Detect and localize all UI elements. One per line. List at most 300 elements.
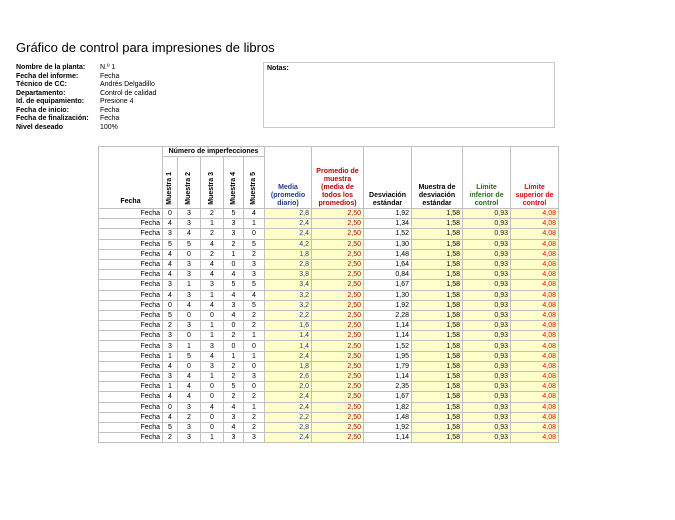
cell-sample-2[interactable]: 3 [178, 219, 201, 229]
cell-limite-inferior[interactable]: 0,93 [463, 382, 511, 392]
cell-muestra-desviacion[interactable]: 1,58 [412, 270, 463, 280]
table-row [99, 219, 559, 229]
cell-sample-5[interactable]: 0 [244, 361, 265, 371]
cell-limite-superior[interactable]: 4,08 [511, 270, 559, 280]
cell-limite-superior[interactable]: 4,08 [511, 433, 559, 443]
cell-muestra-desviacion[interactable]: 1,58 [412, 229, 463, 239]
cell-media[interactable]: 4,2 [265, 239, 312, 249]
cell-fecha[interactable]: Fecha [99, 433, 163, 443]
cell-sample-3[interactable]: 1 [201, 433, 224, 443]
cell-promedio[interactable]: 2,50 [312, 361, 364, 371]
cell-promedio[interactable]: 2,50 [312, 259, 364, 269]
cell-sample-5[interactable]: 2 [244, 392, 265, 402]
cell-fecha[interactable]: Fecha [99, 412, 163, 422]
cell-desviacion[interactable]: 1,48 [364, 412, 412, 422]
cell-promedio[interactable]: 2,50 [312, 341, 364, 351]
cell-limite-superior[interactable]: 4,08 [511, 412, 559, 422]
cell-sample-5[interactable]: 1 [244, 402, 265, 412]
cell-media[interactable]: 1,4 [265, 341, 312, 351]
cell-media[interactable]: 1,8 [265, 361, 312, 371]
header-desviacion: Desviación estándar [364, 147, 412, 209]
cell-media[interactable]: 2,0 [265, 382, 312, 392]
cell-desviacion[interactable]: 1,14 [364, 331, 412, 341]
info-value[interactable]: 100% [100, 123, 118, 131]
cell-muestra-desviacion[interactable]: 1,58 [412, 412, 463, 422]
cell-sample-3[interactable]: 0 [201, 412, 224, 422]
cell-sample-3[interactable]: 4 [201, 259, 224, 269]
cell-sample-3[interactable]: 0 [201, 422, 224, 432]
cell-muestra-desviacion[interactable]: 1,58 [412, 392, 463, 402]
table-row [99, 372, 559, 382]
cell-sample-3[interactable]: 1 [201, 219, 224, 229]
cell-sample-4[interactable]: 5 [224, 382, 244, 392]
cell-limite-inferior[interactable]: 0,93 [463, 310, 511, 320]
cell-muestra-desviacion[interactable]: 1,58 [412, 209, 463, 219]
cell-promedio[interactable]: 2,50 [312, 351, 364, 361]
page-title: Gráfico de control para impresiones de libros [16, 40, 275, 55]
cell-sample-3[interactable]: 1 [201, 321, 224, 331]
cell-sample-3[interactable]: 3 [201, 341, 224, 351]
cell-desviacion[interactable]: 1,34 [364, 219, 412, 229]
table-row [99, 290, 559, 300]
cell-sample-4[interactable]: 4 [224, 422, 244, 432]
cell-sample-5[interactable]: 2 [244, 412, 265, 422]
info-value[interactable]: Fecha [100, 115, 120, 122]
cell-muestra-desviacion[interactable]: 1,58 [412, 310, 463, 320]
cell-media[interactable]: 2,4 [265, 433, 312, 443]
cell-sample-2[interactable]: 4 [178, 392, 201, 402]
cell-sample-5[interactable]: 4 [244, 209, 265, 219]
cell-desviacion[interactable]: 2,28 [364, 310, 412, 320]
cell-sample-1[interactable]: 3 [163, 229, 178, 239]
cell-desviacion[interactable]: 1,14 [364, 433, 412, 443]
cell-sample-2[interactable]: 3 [178, 422, 201, 432]
cell-sample-2[interactable]: 3 [178, 433, 201, 443]
cell-desviacion[interactable]: 1,92 [364, 300, 412, 310]
cell-media[interactable]: 3,4 [265, 280, 312, 290]
cell-sample-4[interactable]: 2 [224, 361, 244, 371]
cell-sample-5[interactable]: 2 [244, 310, 265, 320]
report-info [16, 64, 156, 132]
cell-media[interactable]: 2,2 [265, 310, 312, 320]
cell-limite-inferior[interactable]: 0,93 [463, 372, 511, 382]
cell-sample-1[interactable]: 5 [163, 239, 178, 249]
cell-muestra-desviacion[interactable]: 1,58 [412, 290, 463, 300]
cell-promedio[interactable]: 2,50 [312, 321, 364, 331]
cell-sample-3[interactable]: 1 [201, 372, 224, 382]
cell-fecha[interactable]: Fecha [99, 402, 163, 412]
header-sample-1: Muestra 1 [163, 157, 178, 209]
cell-sample-4[interactable]: 3 [224, 433, 244, 443]
cell-sample-1[interactable]: 4 [163, 290, 178, 300]
cell-limite-inferior[interactable]: 0,93 [463, 402, 511, 412]
cell-fecha[interactable]: Fecha [99, 382, 163, 392]
cell-sample-4[interactable]: 5 [224, 280, 244, 290]
table-row [99, 392, 559, 402]
cell-sample-1[interactable]: 3 [163, 372, 178, 382]
cell-limite-superior[interactable]: 4,08 [511, 310, 559, 320]
cell-promedio[interactable]: 2,50 [312, 270, 364, 280]
cell-sample-4[interactable]: 4 [224, 270, 244, 280]
cell-sample-3[interactable]: 2 [201, 229, 224, 239]
cell-limite-superior[interactable]: 4,08 [511, 402, 559, 412]
cell-sample-3[interactable]: 1 [201, 290, 224, 300]
cell-limite-superior[interactable]: 4,08 [511, 372, 559, 382]
cell-sample-2[interactable]: 4 [178, 382, 201, 392]
cell-sample-4[interactable]: 0 [224, 341, 244, 351]
cell-sample-1[interactable]: 2 [163, 433, 178, 443]
cell-sample-4[interactable]: 0 [224, 321, 244, 331]
cell-media[interactable]: 2,6 [265, 372, 312, 382]
cell-sample-3[interactable]: 1 [201, 331, 224, 341]
cell-sample-4[interactable]: 3 [224, 229, 244, 239]
cell-media[interactable]: 2,2 [265, 412, 312, 422]
info-value[interactable]: Control de calidad [100, 89, 157, 97]
cell-limite-superior[interactable]: 4,08 [511, 422, 559, 432]
cell-fecha[interactable]: Fecha [99, 249, 163, 259]
cell-limite-superior[interactable]: 4,08 [511, 300, 559, 310]
cell-sample-5[interactable]: 2 [244, 321, 265, 331]
cell-limite-inferior[interactable]: 0,93 [463, 351, 511, 361]
info-value[interactable]: N.º 1 [100, 64, 116, 71]
cell-sample-2[interactable]: 4 [178, 372, 201, 382]
cell-media[interactable]: 3,2 [265, 290, 312, 300]
info-value[interactable]: Fecha [100, 72, 120, 80]
cell-sample-2[interactable]: 0 [178, 331, 201, 341]
cell-sample-3[interactable]: 0 [201, 392, 224, 402]
cell-sample-2[interactable]: 0 [178, 361, 201, 371]
cell-sample-1[interactable]: 0 [163, 402, 178, 412]
cell-sample-5[interactable]: 3 [244, 270, 265, 280]
cell-muestra-desviacion[interactable]: 1,58 [412, 280, 463, 290]
cell-limite-superior[interactable]: 4,08 [511, 209, 559, 219]
cell-sample-2[interactable]: 1 [178, 280, 201, 290]
cell-sample-2[interactable]: 3 [178, 270, 201, 280]
cell-promedio[interactable]: 2,50 [312, 422, 364, 432]
cell-sample-4[interactable]: 1 [224, 351, 244, 361]
cell-fecha[interactable]: Fecha [99, 219, 163, 229]
cell-sample-5[interactable]: 0 [244, 382, 265, 392]
cell-desviacion[interactable]: 1,67 [364, 280, 412, 290]
cell-desviacion[interactable]: 2,35 [364, 382, 412, 392]
cell-sample-2[interactable]: 3 [178, 402, 201, 412]
cell-sample-4[interactable]: 2 [224, 372, 244, 382]
cell-desviacion[interactable]: 0,84 [364, 270, 412, 280]
cell-sample-1[interactable]: 3 [163, 331, 178, 341]
cell-fecha[interactable]: Fecha [99, 372, 163, 382]
cell-sample-4[interactable]: 2 [224, 239, 244, 249]
cell-muestra-desviacion[interactable]: 1,58 [412, 331, 463, 341]
notes-label: Notas: [267, 65, 289, 72]
cell-muestra-desviacion[interactable]: 1,58 [412, 361, 463, 371]
cell-sample-5[interactable]: 1 [244, 219, 265, 229]
cell-sample-1[interactable]: 5 [163, 310, 178, 320]
cell-fecha[interactable]: Fecha [99, 310, 163, 320]
cell-muestra-desviacion[interactable]: 1,58 [412, 402, 463, 412]
cell-sample-2[interactable]: 0 [178, 310, 201, 320]
cell-media[interactable]: 2,4 [265, 351, 312, 361]
cell-limite-inferior[interactable]: 0,93 [463, 249, 511, 259]
cell-media[interactable]: 2,4 [265, 229, 312, 239]
cell-limite-superior[interactable]: 4,08 [511, 321, 559, 331]
cell-limite-inferior[interactable]: 0,93 [463, 412, 511, 422]
cell-sample-1[interactable]: 1 [163, 382, 178, 392]
cell-sample-3[interactable]: 0 [201, 310, 224, 320]
cell-muestra-desviacion[interactable]: 1,58 [412, 341, 463, 351]
cell-promedio[interactable]: 2,50 [312, 433, 364, 443]
cell-muestra-desviacion[interactable]: 1,58 [412, 422, 463, 432]
cell-muestra-desviacion[interactable]: 1,58 [412, 259, 463, 269]
cell-limite-inferior[interactable]: 0,93 [463, 422, 511, 432]
cell-promedio[interactable]: 2,50 [312, 249, 364, 259]
cell-media[interactable]: 1,4 [265, 331, 312, 341]
cell-fecha[interactable]: Fecha [99, 392, 163, 402]
cell-media[interactable]: 1,6 [265, 321, 312, 331]
cell-muestra-desviacion[interactable]: 1,58 [412, 321, 463, 331]
cell-fecha[interactable]: Fecha [99, 259, 163, 269]
cell-sample-2[interactable]: 3 [178, 290, 201, 300]
cell-promedio[interactable]: 2,50 [312, 239, 364, 249]
cell-sample-1[interactable]: 5 [163, 422, 178, 432]
cell-sample-4[interactable]: 3 [224, 412, 244, 422]
cell-sample-4[interactable]: 2 [224, 331, 244, 341]
cell-limite-superior[interactable]: 4,08 [511, 229, 559, 239]
cell-limite-inferior[interactable]: 0,93 [463, 229, 511, 239]
cell-limite-inferior[interactable]: 0,93 [463, 433, 511, 443]
cell-sample-1[interactable]: 4 [163, 259, 178, 269]
cell-muestra-desviacion[interactable]: 1,58 [412, 219, 463, 229]
cell-sample-1[interactable]: 4 [163, 412, 178, 422]
cell-media[interactable]: 2,8 [265, 259, 312, 269]
cell-limite-inferior[interactable]: 0,93 [463, 321, 511, 331]
cell-desviacion[interactable]: 1,52 [364, 341, 412, 351]
cell-fecha[interactable]: Fecha [99, 321, 163, 331]
cell-limite-superior[interactable]: 4,08 [511, 361, 559, 371]
cell-promedio[interactable]: 2,50 [312, 209, 364, 219]
cell-sample-2[interactable]: 5 [178, 351, 201, 361]
cell-sample-1[interactable]: 2 [163, 321, 178, 331]
cell-sample-4[interactable]: 3 [224, 300, 244, 310]
cell-fecha[interactable]: Fecha [99, 229, 163, 239]
cell-sample-3[interactable]: 4 [201, 351, 224, 361]
cell-limite-superior[interactable]: 4,08 [511, 239, 559, 249]
cell-limite-superior[interactable]: 4,08 [511, 249, 559, 259]
cell-promedio[interactable]: 2,50 [312, 402, 364, 412]
cell-sample-2[interactable]: 4 [178, 300, 201, 310]
cell-media[interactable]: 3,2 [265, 300, 312, 310]
cell-sample-4[interactable]: 4 [224, 402, 244, 412]
cell-media[interactable]: 2,8 [265, 209, 312, 219]
cell-sample-2[interactable]: 0 [178, 249, 201, 259]
cell-desviacion[interactable]: 1,14 [364, 372, 412, 382]
cell-muestra-desviacion[interactable]: 1,58 [412, 300, 463, 310]
cell-sample-4[interactable]: 3 [224, 219, 244, 229]
cell-sample-4[interactable]: 4 [224, 310, 244, 320]
cell-limite-inferior[interactable]: 0,93 [463, 361, 511, 371]
cell-limite-superior[interactable]: 4,08 [511, 351, 559, 361]
cell-limite-inferior[interactable]: 0,93 [463, 300, 511, 310]
cell-sample-3[interactable]: 4 [201, 402, 224, 412]
cell-fecha[interactable]: Fecha [99, 422, 163, 432]
cell-sample-3[interactable]: 4 [201, 270, 224, 280]
cell-sample-5[interactable]: 2 [244, 249, 265, 259]
cell-sample-4[interactable]: 0 [224, 259, 244, 269]
info-value[interactable]: Fecha [100, 106, 120, 114]
cell-sample-1[interactable]: 4 [163, 392, 178, 402]
cell-promedio[interactable]: 2,50 [312, 412, 364, 422]
cell-sample-1[interactable]: 4 [163, 270, 178, 280]
notes-box[interactable] [263, 62, 555, 128]
cell-sample-5[interactable]: 5 [244, 239, 265, 249]
cell-fecha[interactable]: Fecha [99, 290, 163, 300]
cell-limite-inferior[interactable]: 0,93 [463, 341, 511, 351]
cell-limite-superior[interactable]: 4,08 [511, 280, 559, 290]
cell-limite-superior[interactable]: 4,08 [511, 341, 559, 351]
cell-sample-5[interactable]: 0 [244, 341, 265, 351]
cell-sample-3[interactable]: 2 [201, 209, 224, 219]
cell-limite-inferior[interactable]: 0,93 [463, 280, 511, 290]
cell-muestra-desviacion[interactable]: 1,58 [412, 382, 463, 392]
cell-limite-superior[interactable]: 4,08 [511, 382, 559, 392]
cell-limite-inferior[interactable]: 0,93 [463, 209, 511, 219]
cell-fecha[interactable]: Fecha [99, 300, 163, 310]
cell-sample-5[interactable]: 4 [244, 290, 265, 300]
cell-limite-superior[interactable]: 4,08 [511, 331, 559, 341]
cell-sample-2[interactable]: 3 [178, 209, 201, 219]
cell-sample-3[interactable]: 3 [201, 361, 224, 371]
cell-desviacion[interactable]: 1,48 [364, 249, 412, 259]
cell-desviacion[interactable]: 1,82 [364, 402, 412, 412]
info-value[interactable]: Presione 4 [100, 98, 134, 105]
cell-promedio[interactable]: 2,50 [312, 331, 364, 341]
cell-desviacion[interactable]: 1,79 [364, 361, 412, 371]
cell-sample-2[interactable]: 3 [178, 321, 201, 331]
cell-limite-inferior[interactable]: 0,93 [463, 259, 511, 269]
cell-limite-inferior[interactable]: 0,93 [463, 239, 511, 249]
cell-media[interactable]: 3,8 [265, 270, 312, 280]
cell-sample-2[interactable]: 3 [178, 259, 201, 269]
cell-sample-4[interactable]: 2 [224, 392, 244, 402]
cell-muestra-desviacion[interactable]: 1,58 [412, 249, 463, 259]
cell-promedio[interactable]: 2,50 [312, 372, 364, 382]
cell-sample-3[interactable]: 2 [201, 249, 224, 259]
cell-promedio[interactable]: 2,50 [312, 290, 364, 300]
cell-media[interactable]: 2,8 [265, 422, 312, 432]
cell-promedio[interactable]: 2,50 [312, 280, 364, 290]
cell-sample-5[interactable]: 1 [244, 331, 265, 341]
cell-fecha[interactable]: Fecha [99, 361, 163, 371]
header-imperfections: Número de imperfecciones [163, 147, 265, 157]
cell-sample-4[interactable]: 5 [224, 209, 244, 219]
cell-sample-1[interactable]: 0 [163, 209, 178, 219]
cell-sample-5[interactable]: 5 [244, 280, 265, 290]
cell-sample-5[interactable]: 2 [244, 422, 265, 432]
cell-fecha[interactable]: Fecha [99, 351, 163, 361]
cell-promedio[interactable]: 2,50 [312, 392, 364, 402]
cell-sample-5[interactable]: 1 [244, 351, 265, 361]
cell-desviacion[interactable]: 1,67 [364, 392, 412, 402]
cell-desviacion[interactable]: 1,14 [364, 321, 412, 331]
cell-desviacion[interactable]: 1,95 [364, 351, 412, 361]
cell-media[interactable]: 2,4 [265, 392, 312, 402]
info-row [16, 98, 156, 107]
cell-sample-5[interactable]: 0 [244, 229, 265, 239]
cell-media[interactable]: 2,4 [265, 402, 312, 412]
cell-limite-inferior[interactable]: 0,93 [463, 331, 511, 341]
cell-sample-5[interactable]: 5 [244, 300, 265, 310]
cell-sample-3[interactable]: 3 [201, 280, 224, 290]
control-table [98, 146, 559, 443]
cell-muestra-desviacion[interactable]: 1,58 [412, 433, 463, 443]
cell-limite-superior[interactable]: 4,08 [511, 290, 559, 300]
cell-sample-2[interactable]: 5 [178, 239, 201, 249]
cell-sample-1[interactable]: 1 [163, 351, 178, 361]
cell-sample-5[interactable]: 3 [244, 259, 265, 269]
cell-promedio[interactable]: 2,50 [312, 219, 364, 229]
table-row [99, 239, 559, 249]
cell-muestra-desviacion[interactable]: 1,58 [412, 239, 463, 249]
cell-sample-2[interactable]: 1 [178, 341, 201, 351]
cell-media[interactable]: 1,8 [265, 249, 312, 259]
cell-promedio[interactable]: 2,50 [312, 310, 364, 320]
cell-promedio[interactable]: 2,50 [312, 300, 364, 310]
cell-desviacion[interactable]: 1,92 [364, 209, 412, 219]
cell-limite-inferior[interactable]: 0,93 [463, 392, 511, 402]
cell-fecha[interactable]: Fecha [99, 270, 163, 280]
info-row [16, 90, 156, 99]
cell-sample-5[interactable]: 3 [244, 433, 265, 443]
header-promedio: Promedio de muestra (media de todos los promedios) [312, 147, 364, 209]
cell-sample-4[interactable]: 4 [224, 290, 244, 300]
cell-sample-3[interactable]: 0 [201, 382, 224, 392]
cell-desviacion[interactable]: 1,64 [364, 259, 412, 269]
cell-sample-3[interactable]: 4 [201, 300, 224, 310]
cell-muestra-desviacion[interactable]: 1,58 [412, 351, 463, 361]
cell-sample-1[interactable]: 4 [163, 219, 178, 229]
cell-fecha[interactable]: Fecha [99, 280, 163, 290]
cell-limite-superior[interactable]: 4,08 [511, 219, 559, 229]
cell-sample-2[interactable]: 2 [178, 412, 201, 422]
cell-sample-2[interactable]: 4 [178, 229, 201, 239]
cell-sample-5[interactable]: 3 [244, 372, 265, 382]
cell-fecha[interactable]: Fecha [99, 341, 163, 351]
cell-media[interactable]: 2,4 [265, 219, 312, 229]
cell-sample-1[interactable]: 4 [163, 361, 178, 371]
cell-promedio[interactable]: 2,50 [312, 229, 364, 239]
cell-desviacion[interactable]: 1,92 [364, 422, 412, 432]
cell-sample-1[interactable]: 3 [163, 341, 178, 351]
cell-muestra-desviacion[interactable]: 1,58 [412, 372, 463, 382]
cell-fecha[interactable]: Fecha [99, 239, 163, 249]
cell-promedio[interactable]: 2,50 [312, 382, 364, 392]
cell-fecha[interactable]: Fecha [99, 331, 163, 341]
cell-limite-inferior[interactable]: 0,93 [463, 219, 511, 229]
cell-limite-superior[interactable]: 4,08 [511, 259, 559, 269]
cell-limite-inferior[interactable]: 0,93 [463, 290, 511, 300]
cell-sample-4[interactable]: 1 [224, 249, 244, 259]
cell-desviacion[interactable]: 1,30 [364, 290, 412, 300]
cell-sample-1[interactable]: 3 [163, 280, 178, 290]
cell-desviacion[interactable]: 1,30 [364, 239, 412, 249]
cell-desviacion[interactable]: 1,52 [364, 229, 412, 239]
cell-limite-superior[interactable]: 4,08 [511, 392, 559, 402]
cell-fecha[interactable]: Fecha [99, 209, 163, 219]
cell-limite-inferior[interactable]: 0,93 [463, 270, 511, 280]
cell-sample-1[interactable]: 0 [163, 300, 178, 310]
info-value[interactable]: Andrés Delgadillo [100, 81, 155, 88]
cell-sample-1[interactable]: 4 [163, 249, 178, 259]
cell-sample-3[interactable]: 4 [201, 239, 224, 249]
